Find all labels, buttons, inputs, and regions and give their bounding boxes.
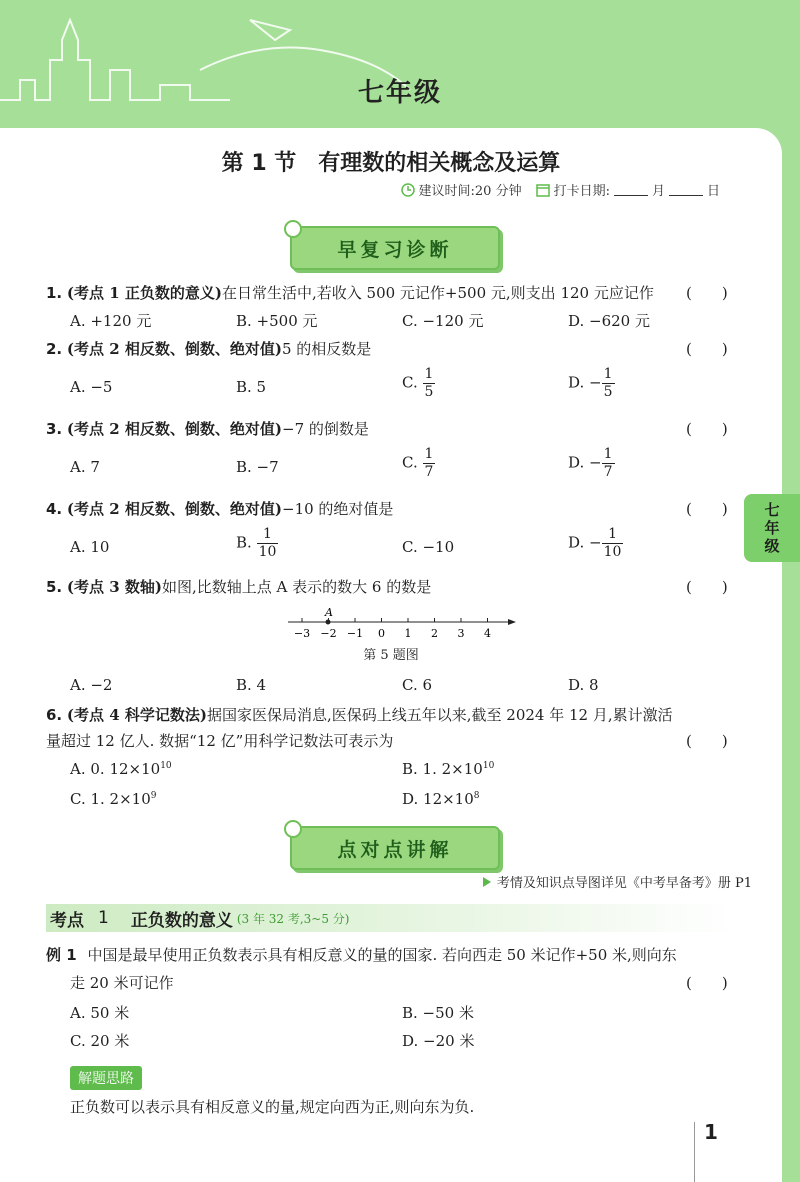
option-c-label: C. [402,453,418,472]
numerator: 1 [257,526,279,544]
question-text: −7 的倒数是 [282,420,369,438]
question-text: −10 的绝对值是 [282,500,394,518]
option-a[interactable]: A. −2 [70,676,113,694]
option-d[interactable] [568,446,615,481]
question-number: 3. [46,420,63,438]
kaodian-title: 正负数的意义 [130,910,233,931]
option-b[interactable] [236,526,278,561]
numerator: 1 [424,366,434,382]
denominator: 10 [603,544,622,560]
kaodian-bar [46,904,736,932]
denominator: 5 [603,384,613,400]
option-c[interactable]: C. −120 元 [402,312,484,330]
option-a[interactable]: A. 50 米 [70,1004,130,1022]
option-exponent: 8 [473,791,480,801]
denominator: 7 [603,464,613,480]
banner-explain [290,826,500,870]
day-label: 日 [706,184,720,199]
suggest-time: 建议时间:20 分钟 [418,184,522,199]
answer-paren[interactable]: ( ) [686,420,728,438]
question-text-line1: 据国家医保局消息,医保码上线五年以来,截至 2024 年 12 月,累计激活 [207,706,673,724]
fraction [423,446,436,481]
option-c[interactable]: C. 6 [402,676,433,694]
question-tag: (考点 2 相反数、倒数、绝对值) [66,340,282,358]
question-4 [46,498,736,520]
example-1-line2 [70,972,736,994]
option-b[interactable]: B. +500 元 [236,312,318,330]
question-tag: (考点 2 相反数、倒数、绝对值) [66,500,282,518]
figure-caption: 第 5 题图 [363,648,419,663]
question-tag: (考点 1 正负数的意义) [66,284,222,302]
option-base: B. 1. 2×10 [402,760,483,778]
question-number: 1. [46,284,63,302]
fraction [602,526,624,561]
kaodian-number: 1 [98,908,109,928]
example-text-line2: 走 20 米可记作 [70,974,174,992]
option-d[interactable]: D. 8 [568,676,599,694]
option-exponent: 10 [482,761,495,771]
option-b[interactable]: B. 5 [236,378,267,396]
option-c[interactable] [70,790,157,808]
option-d-label: D. − [568,533,602,552]
option-d[interactable]: D. −620 元 [568,312,650,330]
question-number: 5. [46,578,63,596]
clock-icon [401,183,415,197]
denominator: 5 [424,384,434,400]
option-c[interactable] [402,446,435,481]
calendar-icon [536,183,550,197]
option-base: C. 1. 2×10 [70,790,151,808]
option-c-label: C. [402,373,418,392]
question-3 [46,418,736,440]
banner-curl-icon [284,820,302,838]
kaodian-label: 考点 [50,910,84,931]
answer-paren[interactable]: ( ) [686,974,728,992]
question-5 [46,576,736,598]
question-2 [46,338,736,360]
number-line-tick-label: 2 [431,627,438,640]
question-text-line2: 量超过 12 亿人. 数据“12 亿”用科学记数法可表示为 [46,732,394,750]
banner-curl-icon [284,220,302,238]
grade-side-tab[interactable] [744,494,800,562]
number-line-arrow [508,619,516,625]
question-number: 2. [46,340,63,358]
option-d[interactable]: D. −20 米 [402,1032,475,1050]
option-d[interactable] [568,366,615,401]
question-1 [46,282,736,304]
section-title: 第 1 节 有理数的相关概念及运算 [221,151,561,176]
page-number: 1 [704,1120,718,1144]
question-6-line2 [46,730,736,752]
section-meta [401,180,720,199]
question-tag: (考点 2 相反数、倒数、绝对值) [66,420,282,438]
question-number: 6. [46,706,63,724]
day-blank[interactable] [669,183,703,196]
banner-explain-label: 点对点讲解 [337,838,453,861]
option-a[interactable]: A. +120 元 [70,312,152,330]
option-d-label: D. − [568,453,602,472]
option-c[interactable] [402,366,435,401]
option-b[interactable]: B. −50 米 [402,1004,474,1022]
example-text-line1: 中国是最早使用正负数表示具有相反意义的量的国家. 若向西走 50 米记作+50 米,则向东 [87,946,677,964]
tip-tag: 解题思路 [70,1066,142,1090]
point-a-label: A [325,606,333,619]
question-text: 5 的相反数是 [282,340,372,358]
number-line-figure [280,606,520,646]
option-d[interactable] [568,526,623,561]
option-a[interactable]: A. 10 [70,538,110,556]
number-line-tick-label: −1 [346,627,364,640]
option-exponent: 9 [150,791,157,801]
question-number: 4. [46,500,63,518]
option-b[interactable]: B. 4 [236,676,267,694]
question-text: 在日常生活中,若收入 500 元记作+500 元,则支出 120 元应记作 [222,284,654,302]
numerator: 1 [424,446,434,462]
reference-note[interactable] [483,872,752,891]
fraction [423,366,436,401]
page-divider [694,1122,695,1182]
kaodian-info: (3 年 32 考,3~5 分) [236,911,350,926]
tip-text: 正负数可以表示具有相反意义的量,规定向西为正,则向东为负. [70,1098,475,1116]
checkin-label: 打卡日期: [553,184,610,199]
question-text: 如图,比数轴上点 A 表示的数大 6 的数是 [162,578,432,596]
point-a-dot [326,620,331,625]
month-label: 月 [651,184,665,199]
option-d-label: D. − [568,373,602,392]
numerator: 1 [603,366,613,382]
answer-paren[interactable]: ( ) [686,340,728,358]
banner-review [290,226,500,270]
option-b-label: B. [236,533,252,552]
answer-paren[interactable]: ( ) [686,732,728,750]
fraction [602,446,615,481]
numerator: 1 [603,446,613,462]
denominator: 10 [258,544,277,560]
option-b[interactable] [402,760,494,778]
option-a[interactable] [70,760,172,778]
option-base: A. 0. 12×10 [70,760,161,778]
number-line-tick-label: 1 [404,627,412,640]
option-c[interactable]: C. 20 米 [70,1032,130,1050]
month-blank[interactable] [614,183,648,196]
example-label: 例 1 [46,946,77,964]
question-6 [46,704,736,726]
grade-title: 七年级 [357,78,442,108]
option-d[interactable] [402,790,480,808]
fraction [602,366,615,401]
question-tag: (考点 3 数轴) [66,578,162,596]
reference-text: 考情及知识点导图详见《中考早备考》册 P1 [496,876,752,891]
question-tag: (考点 4 科学记数法) [66,706,207,724]
answer-paren[interactable]: ( ) [686,578,728,596]
fraction [257,526,279,561]
answer-paren[interactable]: ( ) [686,500,728,518]
play-arrow-icon [483,877,491,887]
numerator: 1 [602,526,624,544]
number-line-tick-label: 4 [484,627,491,640]
option-a[interactable]: A. 7 [70,458,100,476]
city-skyline-decoration [0,0,420,130]
number-line-tick-label: −2 [320,627,337,640]
option-c[interactable]: C. −10 [402,538,455,556]
side-tab-label: 七年级 [764,501,780,555]
number-line-tick-label: 0 [378,627,385,640]
option-exponent: 10 [160,761,172,771]
option-base: D. 12×10 [402,790,474,808]
option-a[interactable]: A. −5 [70,378,113,396]
answer-paren[interactable]: ( ) [686,284,728,302]
example-1 [46,944,736,966]
option-b[interactable]: B. −7 [236,458,279,476]
banner-review-label: 早复习诊断 [337,238,453,261]
number-line-tick-label: −3 [293,627,311,640]
denominator: 7 [424,464,434,480]
number-line-tick-label: 3 [457,627,465,640]
